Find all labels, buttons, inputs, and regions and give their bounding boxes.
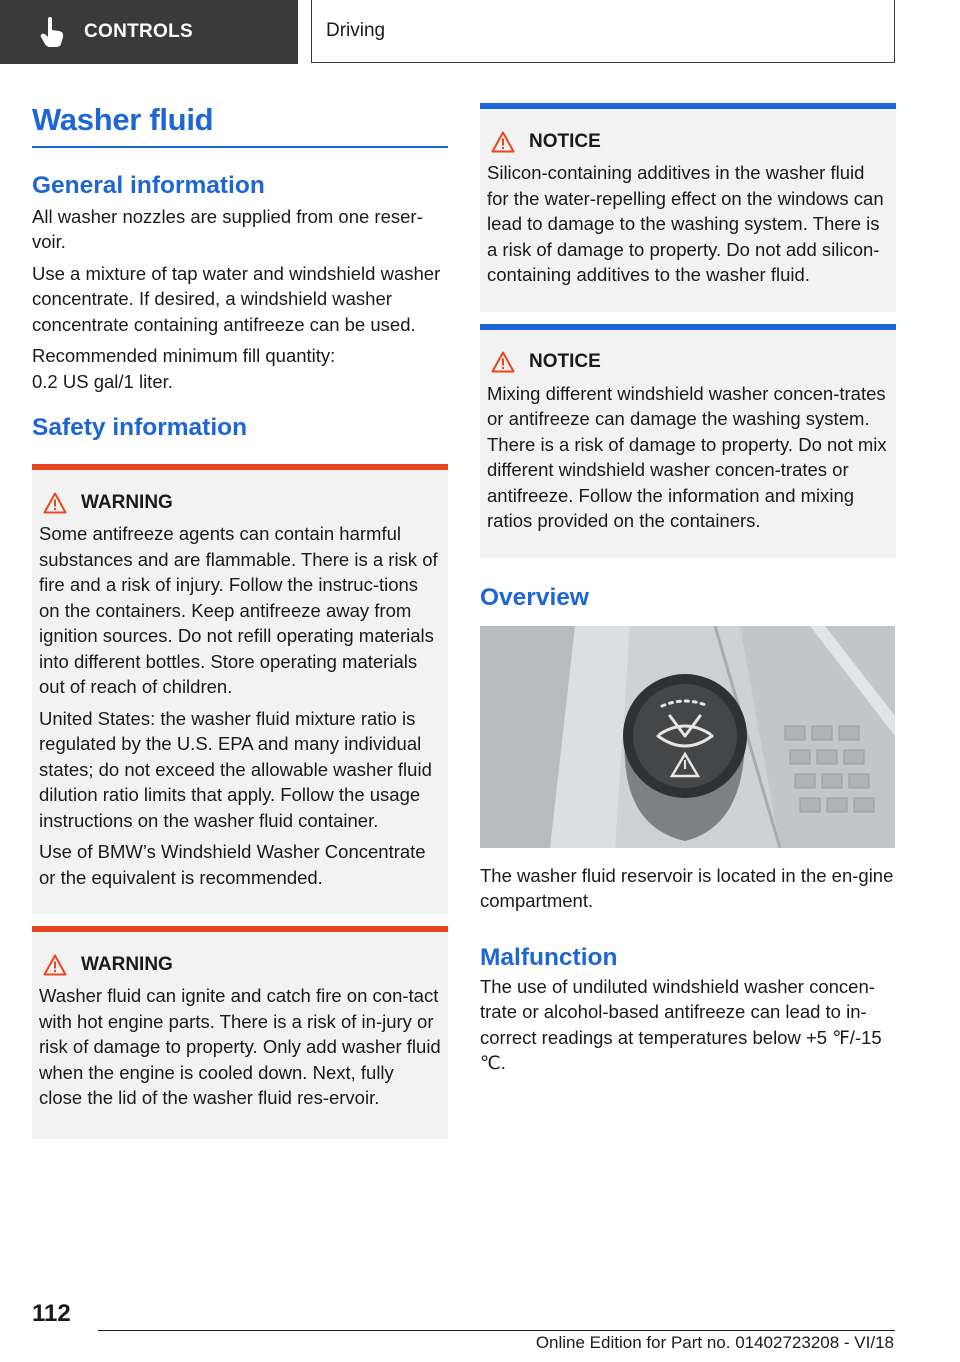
warning-box-2 bbox=[32, 926, 448, 1139]
warning-box-header bbox=[39, 490, 442, 515]
overview-heading: Overview bbox=[480, 583, 589, 611]
malfunction-text: The use of undiluted windshield washer concen‐trate or alcohol-based antifreeze can lead to in‐correct readings at temperatures below +5 ℉/-15 ℃. bbox=[480, 975, 882, 1073]
washer-fluid-reservoir-photo bbox=[480, 626, 895, 848]
fill-quantity bbox=[32, 343, 448, 394]
page-number: 112 bbox=[32, 1300, 71, 1327]
general-paragraph-2: Use a mixture of tap water and windshield washer concentrate. If desired, a windshield washer concentrate containing antifreeze can be used. bbox=[32, 262, 441, 335]
warning-box-header bbox=[39, 952, 442, 977]
warning-triangle-icon bbox=[43, 492, 67, 514]
safety-information-heading: Safety information bbox=[32, 414, 248, 441]
notice-box-1 bbox=[480, 103, 896, 312]
fill-quantity-label: Recommended minimum fill quantity: bbox=[32, 345, 336, 366]
general-information-heading: General information bbox=[32, 171, 265, 199]
warning-label: WARNING bbox=[81, 953, 173, 975]
page-title: Washer fluid bbox=[32, 102, 214, 137]
notice-label: NOTICE bbox=[529, 351, 601, 372]
malfunction-heading: Malfunction bbox=[480, 943, 618, 971]
notice-1-paragraph-1: Silicon-containing additives in the washer fluid for the water-repelling effect on the windows can lead to damage to the washing system. There is a risk of damage to property. Do not add silicon-containing additives to the washer fluid. bbox=[487, 162, 884, 285]
warning-1-paragraph-1: Some antifreeze agents can contain harmful substances and are flammable. There is a risk of fire and a risk of injury. Follow the instruc‐tions on the containers. Keep antifreeze away from ignition sources. Do not refill operating materials into different bottles. Store operating materials out of reach of children. bbox=[39, 523, 438, 697]
footer-rule bbox=[98, 1330, 895, 1331]
warning-box-1 bbox=[32, 464, 448, 914]
warning-label: WARNING bbox=[81, 491, 173, 513]
title-rule bbox=[32, 146, 448, 148]
warning-triangle-icon bbox=[491, 351, 515, 373]
warning-triangle-icon bbox=[491, 131, 515, 153]
notice-label: NOTICE bbox=[529, 130, 601, 152]
notice-box-header bbox=[487, 350, 890, 375]
left-column bbox=[32, 102, 448, 1139]
edition-info: Online Edition for Part no. 01402723208 - VI/18 bbox=[535, 1333, 894, 1352]
notice-box-header bbox=[487, 129, 890, 154]
right-column bbox=[480, 103, 896, 1082]
section-label: CONTROLS bbox=[84, 21, 194, 42]
chapter-label: Driving bbox=[326, 20, 386, 41]
pointing-hand-icon bbox=[40, 17, 66, 47]
notice-box-2 bbox=[480, 324, 896, 558]
chapter-header bbox=[311, 0, 895, 63]
warning-1-paragraph-3: Use of BMW’s Windshield Washer Concentrate or the equivalent is recommended. bbox=[39, 841, 426, 888]
general-paragraph-1: All washer nozzles are supplied from one reser‐voir. bbox=[32, 205, 423, 252]
warning-1-paragraph-2: United States: the washer fluid mixture ratio is regulated by the U.S. EPA and many individual states; do not exceed the allowable washer fluid dilution ratio limits that apply. Follow the usage instructions on the washer fluid container. bbox=[39, 707, 432, 831]
section-tab bbox=[0, 0, 298, 64]
overview-caption: The washer fluid reservoir is located in the en‐gine compartment. bbox=[480, 864, 894, 911]
notice-2-paragraph-1: Mixing different windshield washer concen‐trates or antifreeze can damage the washing system. There is a risk of damage to property. Do not mix different windshield washer concen‐trates or antifreeze. Follow the information and mixing ratios provided on the containers. bbox=[487, 382, 887, 531]
fill-quantity-value: 0.2 US gal/1 liter. bbox=[32, 370, 173, 392]
warning-triangle-icon bbox=[43, 954, 67, 976]
warning-2-paragraph-1: Washer fluid can ignite and catch fire on con‐tact with hot engine parts. There is a risk of in‐jury or risk of damage to property. Only add washer fluid when the engine is cooled down. Next, fully close the lid of the washer fluid res‐ervoir. bbox=[39, 985, 441, 1108]
